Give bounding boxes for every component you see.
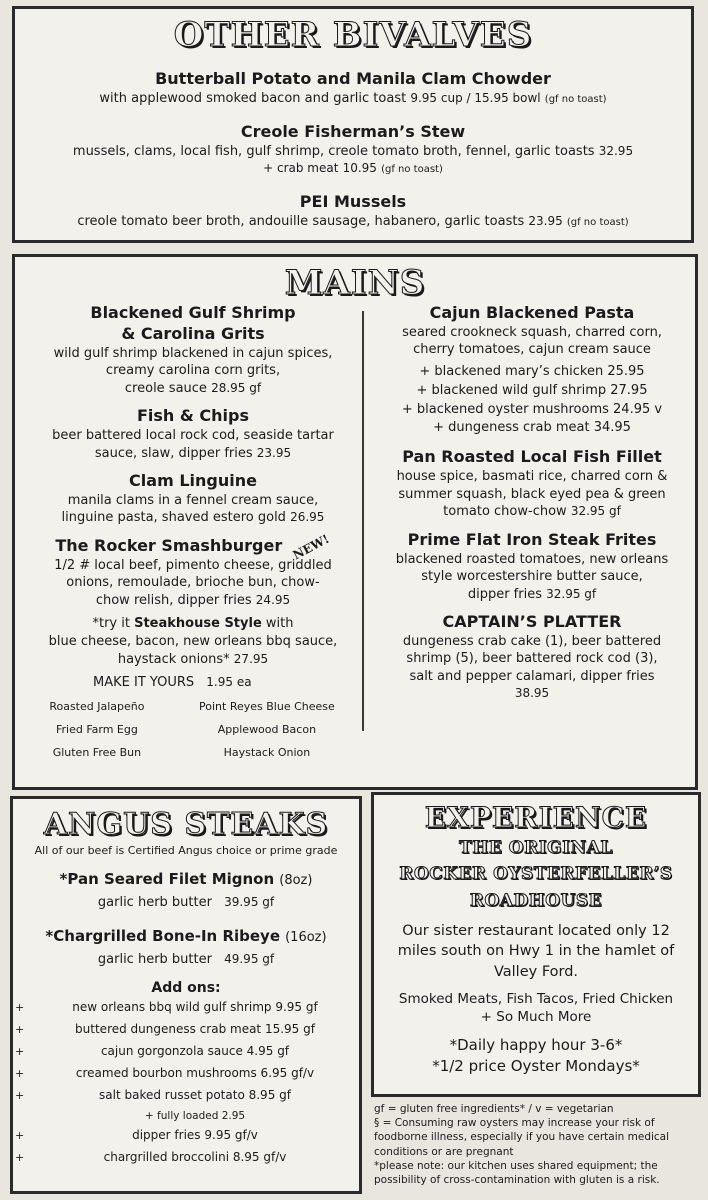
dish-desc-text: creole tomato beer broth, andouille sausage, habanero, garlic toasts [77, 213, 525, 229]
dish-price: 38.95 [514, 685, 550, 700]
dish-desc-price-line [23, 380, 363, 398]
experience-desc-line: Valley Ford. [493, 963, 579, 980]
dish-desc: blackened roasted tomatoes, new orleans [395, 551, 669, 567]
menu-item-smashburger [23, 531, 363, 668]
dish-price: 23.95 [256, 445, 292, 460]
dish-desc-text: with applewood smoked bacon and garlic toast [99, 91, 407, 106]
pasta-addons [371, 363, 693, 438]
addon-row [13, 1044, 351, 1066]
addon-text: creamed bourbon mushrooms 6.95 gf/v [75, 1066, 315, 1081]
dish-name: *Pan Seared Filet Mignon [59, 870, 275, 888]
addon-row [13, 1150, 351, 1172]
angus-section [10, 796, 362, 1194]
dish-desc [15, 143, 691, 161]
dish-desc-price-line [13, 951, 359, 969]
menu-item-fish-fillet [371, 447, 693, 520]
dish-name: Pan Roasted Local Fish Fillet [402, 447, 662, 467]
dish-desc: tomato chow-chow [443, 504, 567, 520]
plus-mark: + [15, 1067, 25, 1081]
style-prefix: *try it [92, 616, 130, 632]
addon-text: cajun gorgonzola sauce 4.95 gf [100, 1044, 290, 1059]
happy-hour: *Daily happy hour 3-6* [449, 1035, 623, 1054]
bivalves-title: OTHER BIVALVES [173, 15, 533, 55]
addon-row [13, 1000, 351, 1022]
dish-name: Fish & Chips [136, 406, 249, 426]
experience-features [374, 990, 698, 1026]
dish-price: 26.95 [290, 510, 325, 525]
addon-item: + blackened wild gulf shrimp 27.95 [416, 382, 648, 398]
legend-line: possibility of cross-contamination with gluten is a risk. [374, 1173, 660, 1186]
dish-price: 32.95 gf [570, 504, 621, 519]
dish-desc-price-line [23, 445, 363, 463]
dish-desc: style worcestershire butter sauce, [421, 569, 643, 585]
mains-section [12, 254, 698, 790]
dish-name-line-2: & Carolina Grits [121, 323, 265, 343]
plus-mark: + [15, 1129, 25, 1143]
dish-desc: creole sauce [124, 380, 207, 396]
dish-name: *Chargrilled Bone-In Ribeye [45, 926, 281, 945]
menu-item-clam-linguine [23, 471, 363, 527]
dish-note: (gf no toast) [544, 94, 607, 105]
make-it-yours-header [23, 675, 363, 690]
dish-name: PEI Mussels [299, 191, 407, 211]
ribeye-name-row [13, 926, 359, 945]
menu-item-steak-frites [371, 530, 693, 603]
dish-desc-price-line [13, 894, 359, 912]
extra-label: + crab meat [263, 161, 339, 176]
plus-mark: + [15, 1089, 25, 1103]
option-item: Applewood Bacon [217, 723, 317, 737]
experience-title: EXPERIENCE [424, 801, 648, 834]
dish-desc: sauce, slaw, dipper fries [94, 445, 253, 461]
dish-desc: onions, remoulade, brioche bun, chow- [66, 575, 320, 591]
dish-note: (gf no toast) [566, 216, 629, 228]
plus-mark: + [15, 1023, 25, 1037]
dish-desc: house spice, basmati rice, charred corn & [396, 469, 668, 485]
dish-desc: seared crookneck squash, charred corn, [402, 324, 662, 340]
dish-price: 32.95 gf [546, 586, 597, 601]
addon-row [13, 1022, 351, 1044]
dish-desc: salt and pepper calamari, dipper fries [409, 669, 655, 685]
addon-text: new orleans bbq wild gulf shrimp 9.95 gf [72, 1000, 318, 1015]
dish-price: 9.95 cup / 15.95 bowl [410, 91, 541, 105]
dish-name: The Rocker Smashburger [55, 536, 283, 556]
filet-name-row [13, 869, 359, 888]
legend-notes [374, 1102, 700, 1187]
dish-desc: wild gulf shrimp blackened in cajun spices, [53, 345, 333, 361]
experience-subtitle-2: ROCKER OYSTERFELLER’S [399, 864, 673, 885]
dish-desc-price-line [23, 509, 363, 527]
option-item: Roasted Jalapeño [49, 700, 145, 714]
angus-addons [13, 1000, 351, 1172]
dish-name: Blackened Gulf Shrimp [90, 303, 296, 322]
option-item: Gluten Free Bun [52, 746, 142, 760]
dish-note: (gf no toast) [381, 164, 443, 176]
style-name: Steakhouse Style [134, 616, 262, 632]
dish-desc-text: mussels, clams, local fish, gulf shrimp, creole tomato broth, fennel, garlic toasts [72, 143, 595, 159]
dish-desc-price-line [371, 586, 693, 604]
option-item: Fried Farm Egg [55, 723, 138, 737]
dish-name: Prime Flat Iron Steak Frites [407, 529, 657, 549]
dish-desc: garlic herb butter [97, 895, 212, 910]
style-suffix: with [265, 616, 294, 632]
dish-price: 49.95 gf [224, 951, 275, 966]
dish-desc: shrimp (5), beer battered rock cod (3), [406, 651, 658, 667]
dish-desc: manila clams in a fennel cream sauce, [67, 492, 319, 508]
addons-label: Add ons: [151, 980, 221, 997]
dish-size: (16oz) [285, 929, 327, 945]
menu-item-chowder [15, 69, 691, 108]
legend-line: foodborne illness, especially if you have certain medical [374, 1131, 670, 1144]
addon-text: chargrilled broccolini 8.95 gf/v [103, 1150, 287, 1165]
addon-text: dipper fries 9.95 gf/v [132, 1128, 258, 1143]
menu-item-cajun-pasta [371, 303, 693, 438]
make-it-yours-price: 1.95 ea [206, 675, 252, 690]
dish-desc: garlic herb butter [97, 951, 212, 967]
dish-name: Clam Linguine [129, 471, 257, 491]
addon-row [13, 1128, 351, 1150]
experience-desc-line: miles south on Hwy 1 in the hamlet of [397, 943, 675, 960]
addon-text: + fully loaded 2.95 [144, 1110, 246, 1123]
menu-item-mussels [15, 192, 691, 231]
plus-mark: + [15, 1001, 25, 1015]
make-it-yours-options [23, 700, 363, 759]
menu-item-captains-platter [371, 612, 693, 699]
legend-line: *please note: our kitchen uses shared equipment; the [374, 1159, 658, 1172]
dish-desc: 1/2 # local beef, pimento cheese, griddled [54, 557, 332, 573]
mains-right-column [371, 303, 693, 709]
dish-desc [15, 213, 691, 231]
dish-price: 32.95 [598, 143, 634, 158]
dish-price: 24.95 [255, 592, 291, 607]
dish-desc: beer battered local rock cod, seaside tartar [52, 428, 334, 444]
dish-desc: creamy carolina corn grits, [105, 363, 281, 379]
features-line: + So Much More [480, 1009, 592, 1026]
style-desc: blue cheese, bacon, new orleans bbq sauce, [48, 634, 338, 649]
dish-price: 39.95 gf [224, 895, 275, 909]
plus-mark: + [15, 1151, 25, 1165]
dish-name: CAPTAIN’S PLATTER [442, 612, 622, 632]
dish-size: (8oz) [279, 873, 313, 888]
style-price: 27.95 [233, 651, 269, 666]
dish-name: Cajun Blackened Pasta [429, 303, 635, 322]
dish-desc: dungeness crab cake (1), beer battered [402, 633, 662, 649]
angus-subtitle: All of our beef is Certified Angus choice or prime grade [34, 844, 338, 857]
plus-mark: + [15, 1045, 25, 1059]
mains-title: MAINS [284, 263, 426, 303]
dish-desc: cherry tomatoes, cajun cream sauce [413, 342, 651, 358]
addon-item: + dungeness crab meat 34.95 [433, 420, 631, 436]
menu-item-ribeye [13, 926, 359, 969]
angus-title: ANGUS STEAKS [43, 807, 329, 842]
new-badge: NEW! [290, 531, 332, 563]
dish-extra [15, 160, 691, 178]
experience-specials [374, 1035, 698, 1077]
addon-row [13, 1110, 351, 1128]
steakhouse-style-line [23, 615, 363, 633]
dish-desc-price-line [371, 503, 693, 521]
dish-name-row [23, 531, 363, 563]
experience-description [374, 921, 698, 982]
option-item: Haystack Onion [223, 746, 311, 760]
dish-price: 28.95 gf [211, 380, 262, 395]
extra-price: 10.95 [342, 161, 377, 176]
make-it-yours-label: MAKE IT YOURS [93, 675, 195, 691]
dish-desc: chow relish, dipper fries [95, 592, 252, 608]
legend-line: § = Consuming raw oysters may increase your risk of [374, 1117, 655, 1130]
experience-subtitle-1: THE ORIGINAL [459, 838, 613, 858]
legend-line: gf = gluten free ingredients* / v = vegetarian [374, 1103, 614, 1115]
addon-text: salt baked russet potato 8.95 gf [99, 1088, 291, 1103]
dish-name: Butterball Potato and Manila Clam Chowder [155, 69, 551, 88]
addon-row [13, 1088, 351, 1110]
menu-item-fish-chips [23, 406, 363, 462]
addon-text: buttered dungeness crab meat 15.95 gf [75, 1022, 315, 1037]
addon-row [13, 1066, 351, 1088]
menu-item-filet [13, 869, 359, 912]
dish-desc: dipper fries [467, 586, 542, 602]
dish-name: Creole Fisherman’s Stew [240, 121, 466, 141]
dish-desc: summer squash, black eyed pea & green [398, 486, 666, 502]
legend-line: conditions or are pregnant [374, 1145, 514, 1158]
option-item: Point Reyes Blue Cheese [199, 700, 335, 714]
bivalves-section [12, 6, 694, 243]
style-desc: haystack onions* [117, 651, 230, 667]
dish-desc [15, 90, 691, 108]
menu-item-shrimp-grits [23, 303, 363, 397]
dish-desc: linguine pasta, shaved estero gold [61, 510, 286, 526]
mains-left-column [23, 303, 363, 759]
oyster-mondays: *1/2 price Oyster Mondays* [432, 1056, 640, 1075]
addon-item: + blackened mary’s chicken 25.95 [419, 363, 645, 379]
experience-desc-line: Our sister restaurant located only 12 [402, 923, 670, 940]
experience-subtitle-3: ROADHOUSE [469, 890, 603, 911]
addon-item: + blackened oyster mushrooms 24.95 v [401, 401, 663, 417]
make-it-yours [23, 675, 363, 759]
style-desc-price-line [23, 651, 363, 669]
experience-section [371, 792, 701, 1097]
dish-desc-price-line [23, 592, 363, 610]
dish-price: 23.95 [528, 213, 563, 228]
menu-item-stew [15, 122, 691, 178]
features-line: Smoked Meats, Fish Tacos, Fried Chicken [398, 991, 674, 1008]
